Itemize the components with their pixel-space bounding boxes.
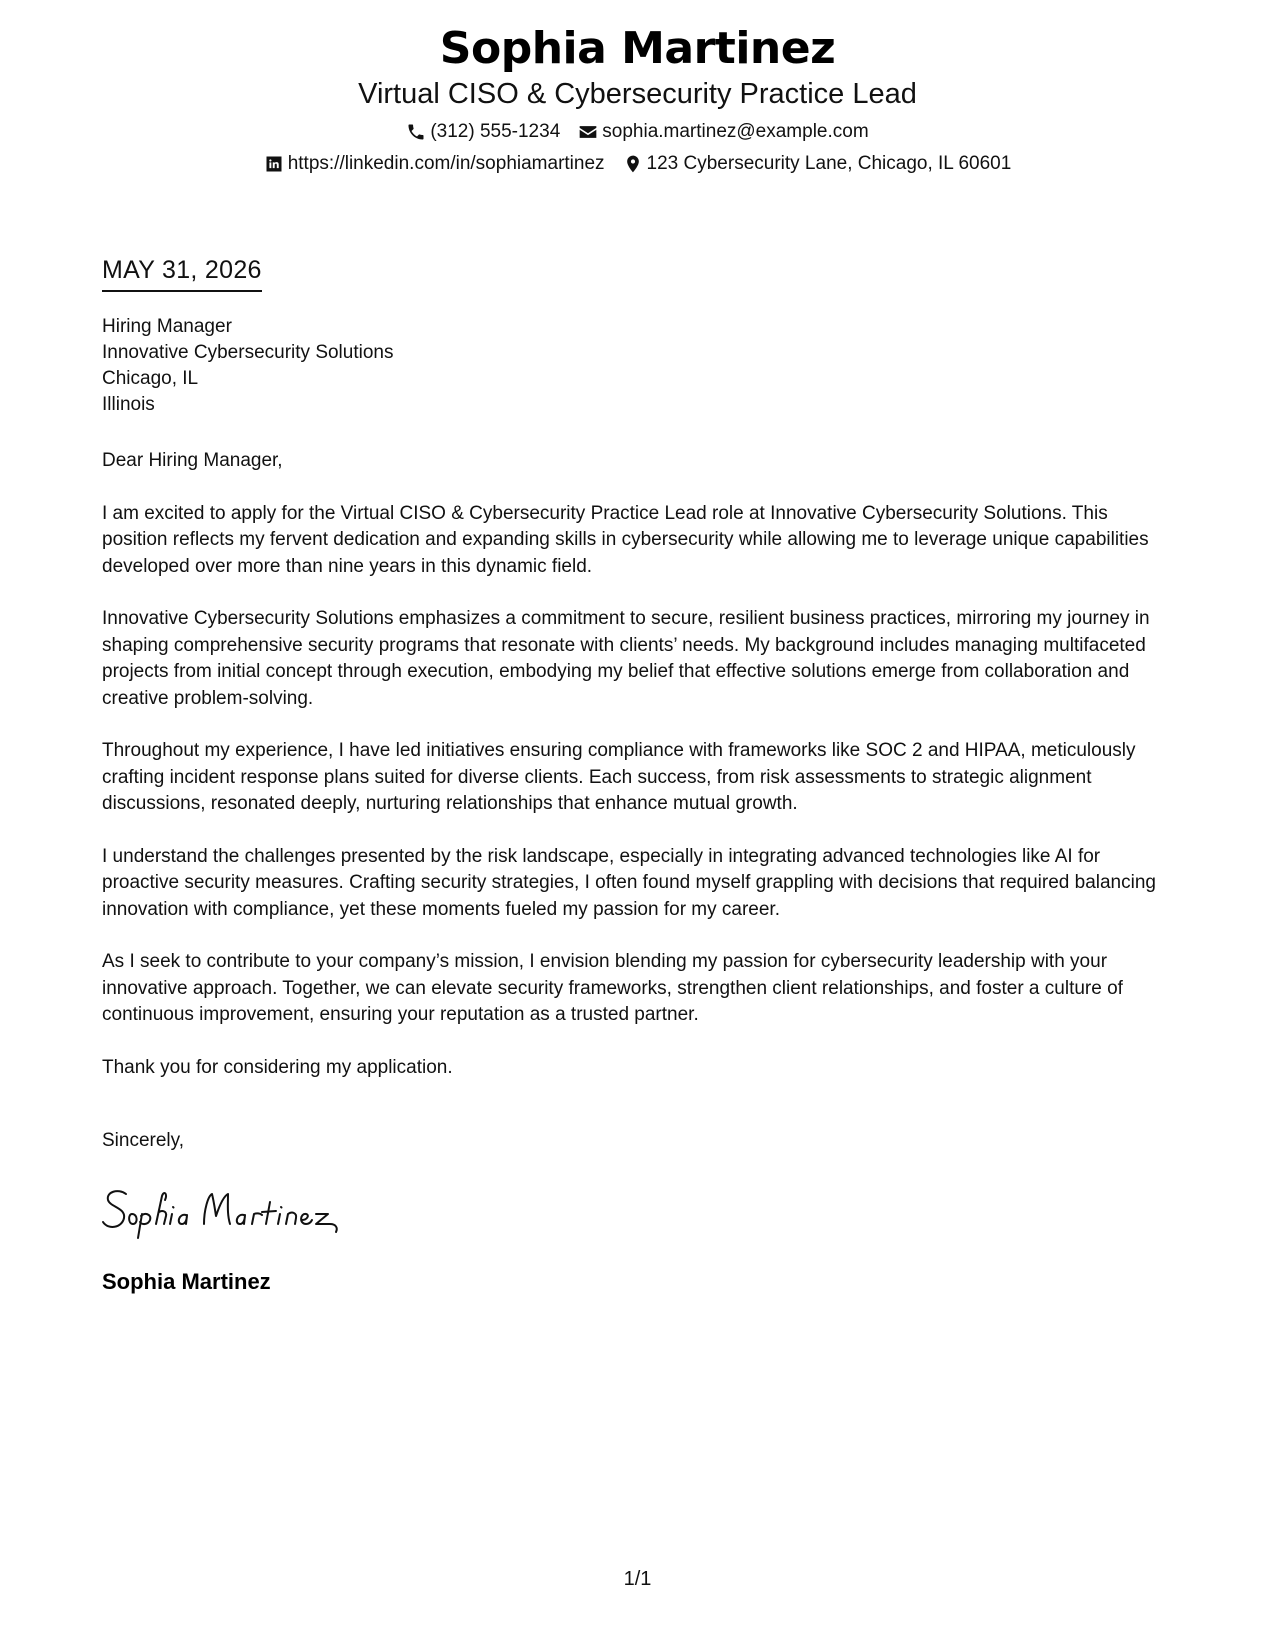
sender-title: Virtual CISO & Cybersecurity Practice Lead	[358, 78, 917, 110]
body-paragraph: I understand the challenges presented by the risk landscape, especially in integrating advanced technologies like AI for proactive security measures. Crafting security strategies, I often found myself grappling with decisions that required balancing innovation with compliance, yet these moments fueled my passion for my career.	[102, 845, 1156, 920]
phone-number: (312) 555-1234	[430, 121, 561, 142]
letterhead	[0, 22, 1275, 176]
recipient-line: Hiring Manager	[102, 316, 232, 337]
sender-name: Sophia Martinez	[439, 23, 836, 74]
address-contact	[623, 152, 1012, 176]
linkedin-url: https://linkedin.com/in/sophiamartinez	[287, 153, 605, 174]
email-address: sophia.martinez@example.com	[602, 121, 869, 142]
linkedin-contact[interactable]	[264, 152, 605, 176]
recipient-address	[102, 314, 393, 418]
email-contact[interactable]	[578, 120, 868, 144]
phone-icon	[406, 122, 426, 142]
recipient-line: Illinois	[102, 394, 155, 415]
handwritten-signature	[100, 1180, 370, 1240]
body-paragraph: I am excited to apply for the Virtual CISO & Cybersecurity Practice Lead role at Innovative Cybersecurity Solutions. This position reflects my fervent dedication and expanding skills in cybersecurity while allowing me to leverage unique capabilities developed over more than nine years in this dynamic field.	[102, 502, 1149, 577]
contact-row-2	[0, 152, 1275, 176]
body-paragraph: As I seek to contribute to your company’s mission, I envision blending my passion for cybersecurity leadership with your innovative approach. Together, we can elevate security frameworks, strengthen client relationships, and foster a culture of continuous improvement, ensuring your reputation as a trusted partner.	[102, 951, 1123, 1025]
salutation: Dear Hiring Manager,	[102, 450, 283, 471]
closing: Sincerely,	[102, 1130, 185, 1151]
page-number: 1/1	[623, 1568, 652, 1590]
map-pin-icon	[623, 154, 643, 174]
contact-row-1	[0, 120, 1275, 144]
body-paragraph: Throughout my experience, I have led initiatives ensuring compliance with frameworks like SOC 2 and HIPAA, meticulously crafting incident response plans suited for diverse clients. Each success, from risk assessments to strategic alignment discussions, resonated deeply, nurturing relationships that enhance mutual growth.	[102, 740, 1136, 814]
letter-date-block	[102, 254, 262, 292]
street-address: 123 Cybersecurity Lane, Chicago, IL 60601	[646, 153, 1012, 174]
phone-contact[interactable]	[406, 120, 560, 144]
signer-name: Sophia Martinez	[102, 1269, 271, 1294]
body-paragraph: Thank you for considering my application.	[102, 1056, 453, 1078]
linkedin-icon	[264, 154, 284, 174]
letter-date: MAY 31, 2026	[102, 254, 262, 292]
letter-body	[102, 448, 1177, 1107]
recipient-line: Chicago, IL	[102, 368, 199, 389]
recipient-line: Innovative Cybersecurity Solutions	[102, 342, 394, 363]
body-paragraph: Innovative Cybersecurity Solutions emphasizes a commitment to secure, resilient business practices, mirroring my journey in shaping comprehensive security programs that resonate with clients’ needs. My background includes managing multifaceted projects from initial concept through execution, embodying my belief that effective solutions emerge from collaboration and creative problem-solving.	[102, 608, 1150, 709]
envelope-icon	[578, 122, 598, 142]
